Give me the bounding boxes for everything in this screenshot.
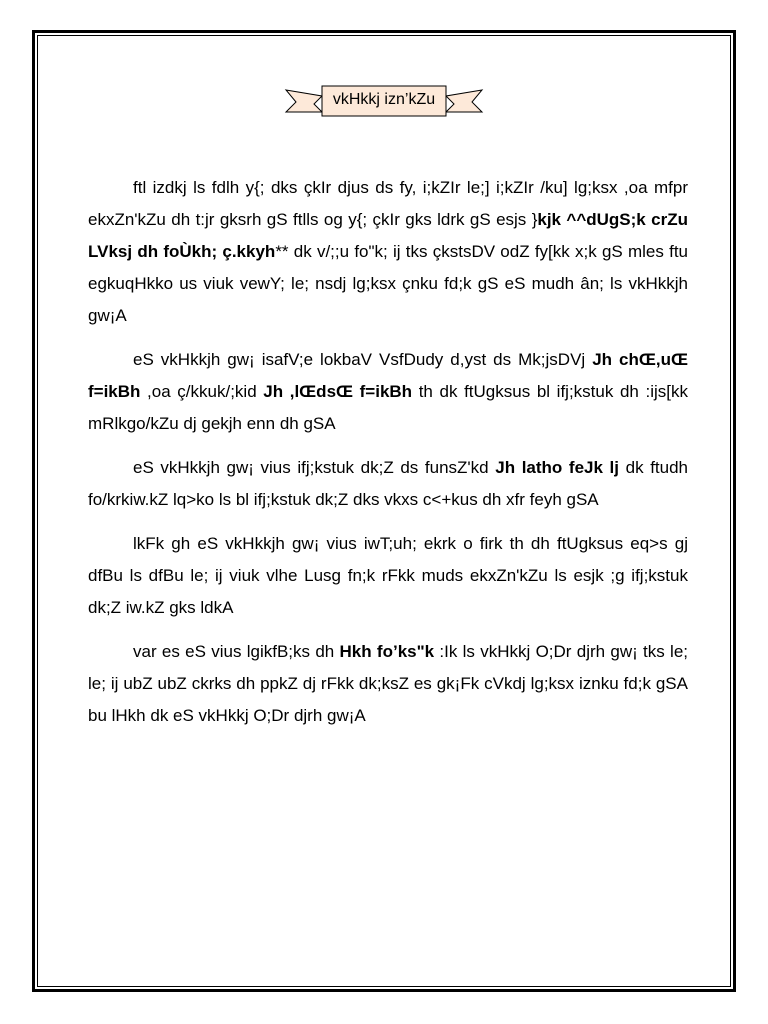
paragraph-2: eS vkHkkjh gw¡ isafV;e lokbaV VsfDudy d,yst ds Mk;jsDVj Jh chŒ,uŒ f=ikBh ,oa ç/kkuk/;kid Jh ,lŒdsŒ f=ikBh th dk ftUgksus bl ifj;kstuk dh :ijs[kk mRlkgo/kZu dj gekjh enn dh gSA bbox=[88, 350, 688, 433]
title-banner bbox=[284, 82, 484, 122]
paragraph-1: ftl izdkj ls fdlh y{; dks çkIr djus ds fy, i;kZIr le;] i;kZIr /ku] lg;ksx ,oa mfpr ekxZn'kZu dh t:jr gksrh gS ftlls og y{; çkIr gks ldrk gS esjs }kjk ^^dUgS;k crZu LVksj dh foÙkh; ç.kkyh** dk v/;;u fo"k; ij tks çkstsDV odZ fy[kk x;k gS mles ftu egkuqHkko us viuk vewY; le; nsdj lg;ksx çnku fd;k gS eS mudh ân; ls vkHkkjh gw¡A bbox=[88, 178, 689, 325]
page-title: vkHkkj izn’kZu bbox=[332, 91, 436, 108]
document-body bbox=[88, 172, 688, 744]
paragraph-3: eS vkHkkjh gw¡ vius ifj;kstuk dk;Z ds funsZ'kd Jh latho feJk lj dk ftudh fo/krkiw.kZ lq>ko ls bl ifj;kstuk dk;Z dks vkxs c<+kus dh xfr feyh gSA bbox=[88, 458, 689, 509]
paragraph-5: var es eS vius lgikfB;ks dh Hkh fo’ks"k :Ik ls vkHkkj O;Dr djrh gw¡ tks le; le; ij ubZ ubZ ckrks dh ppkZ dj rFkk dk;ksZ es gk¡Fk cVkdj lg;ksx iznku fd;k gSA bu lHkh dk eS vkHkkj O;Dr djrh gw¡A bbox=[88, 642, 689, 725]
paragraph-4: lkFk gh eS vkHkkjh gw¡ vius iwT;uh; ekrk o firk th dh ftUgksus eq>s gj dfBu ls dfBu le; ij viuk vlhe Lusg fn;k rFkk muds ekxZn'kZu ls esjk ;g ifj;kstuk dk;Z iw.kZ gks ldkA bbox=[88, 534, 688, 617]
